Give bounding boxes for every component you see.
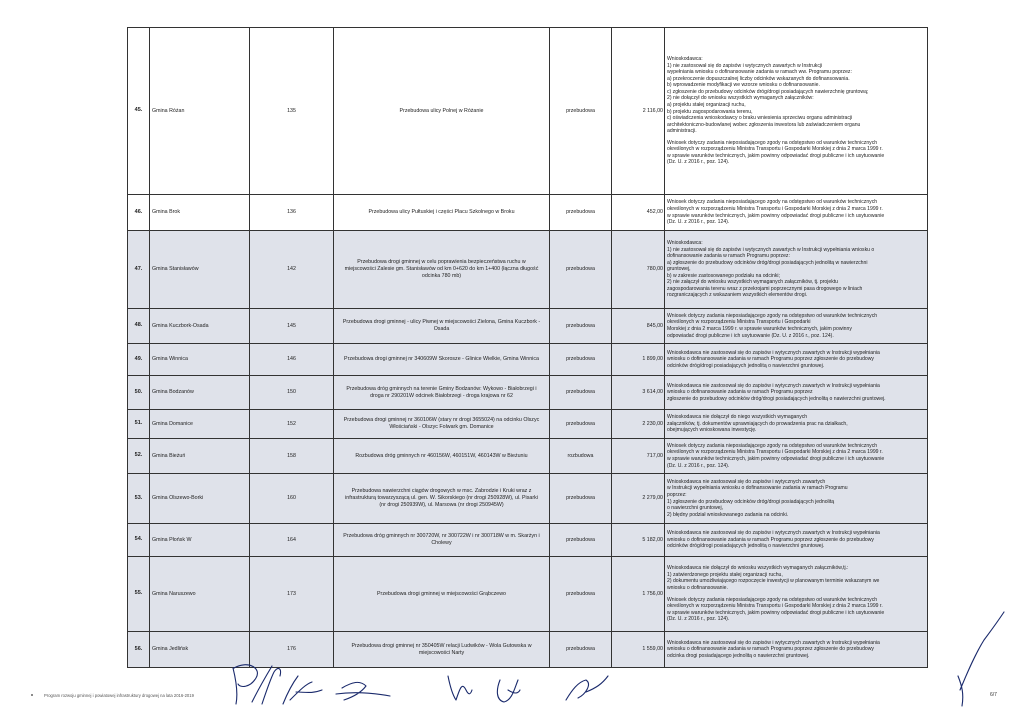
remarks-line: Wnioskodawca:	[667, 240, 703, 247]
remarks-line: o nawierzchni gruntowej,	[667, 505, 724, 512]
remarks-line: Wnioskodawca nie zastosował się do zapisów i wytycznych zawartych	[667, 478, 826, 485]
application-number-cell: 176	[250, 632, 334, 668]
remarks-line: poprzez:	[667, 491, 687, 498]
task-name-cell: Przebudowa dróg gminnych na terenie Gminy Bodzanów: Wykowo - Białobrzegi i droga nr 290201W odcinek Białobrzegi - droga krajowa nr 62	[334, 376, 550, 410]
remarks-line: Wniosek dotyczy zadania nieposiadającego zgody na odstępstwo od warunków technicznych	[667, 596, 878, 603]
municipality-cell: Gmina Stanisławów	[150, 231, 250, 309]
table-row	[128, 344, 928, 376]
task-type-cell: przebudowa	[550, 524, 612, 557]
remarks-line: a) zgłoszenie do przebudowy odcinków dróg/drogi posiadających jednolitą w nawierzchni	[667, 259, 868, 266]
application-number-cell: 158	[250, 439, 334, 474]
remarks-line: 1) zgłoszenie do przebudowy odcinków dróg/drogi posiadających jednolitą	[667, 498, 835, 505]
signature-3	[336, 682, 390, 700]
remarks-line: w Instrukcji wypełniania wniosku o dofinansowanie zadania w ramach Programu	[667, 485, 848, 492]
amount-cell: 717,00	[612, 439, 665, 474]
table-row	[128, 195, 928, 231]
signature-4	[448, 676, 472, 700]
application-number-cell: 136	[250, 195, 334, 231]
row-number: 55.	[128, 557, 150, 632]
remarks-line: 2) dokumentu umożliwiającego rozpoczęcie inwestycji w planowanym terminie wskazanym we	[667, 578, 880, 585]
application-number-cell: 164	[250, 524, 334, 557]
remarks-block	[667, 313, 925, 339]
row-number: 50.	[128, 376, 150, 410]
remarks-cell	[665, 632, 928, 668]
task-type-cell: przebudowa	[550, 28, 612, 195]
task-name-cell: Przebudowa drogi gminnej nr 350405W relacji Ludwików - Wola Gutowska w miejscowości Narty	[334, 632, 550, 668]
remarks-line: określonych w rozporządzeniu Ministra Transportu i Gospodarki	[667, 319, 811, 326]
task-name-cell: Przebudowa ulicy Polnej w Różanie	[334, 28, 550, 195]
remarks-block	[667, 597, 925, 623]
remarks-line: w sprawie warunków technicznych, jakim powinny odpowiadać drogi publiczne i ich usytuowanie	[667, 212, 885, 219]
remarks-line: (Dz. U. z 2016 r., poz. 124).	[667, 616, 730, 623]
remarks-cell	[665, 439, 928, 474]
row-number: 54.	[128, 524, 150, 557]
remarks-line: określonych w rozporządzeniu Ministra Transportu i Gospodarki Morskiej z dnia 2 marca 1999 r.	[667, 603, 883, 610]
remarks-cell	[665, 195, 928, 231]
remarks-cell	[665, 231, 928, 309]
municipality-cell: Gmina Bieżuń	[150, 439, 250, 474]
remarks-cell	[665, 344, 928, 376]
task-type-cell: przebudowa	[550, 231, 612, 309]
remarks-line: zagospodarowania terenu wraz z przekrojami poprzecznymi pasa drogowego w liniach	[667, 285, 863, 292]
remarks-line: odpowiadać drogi publiczne i ich usytuowanie (Dz. U. z 2016 r., poz. 124).	[667, 332, 834, 339]
task-type-cell: przebudowa	[550, 376, 612, 410]
amount-cell: 2 116,00	[612, 28, 665, 195]
application-number-cell: 145	[250, 309, 334, 344]
municipality-cell: Gmina Winnica	[150, 344, 250, 376]
task-type-cell: przebudowa	[550, 410, 612, 439]
table-body	[128, 28, 928, 668]
remarks-block	[667, 383, 925, 403]
remarks-block	[667, 530, 925, 550]
task-name-cell: Przebudowa drogi gminnej w miejscowości Grąbczewo	[334, 557, 550, 632]
remarks-line: odcinków dróg/drogi posiadających jednolitą o nawierzchni gruntowej.	[667, 543, 825, 550]
task-name-cell: Przebudowa ulicy Pułtuskiej i części Placu Szkolnego w Broku	[334, 195, 550, 231]
municipality-cell: Gmina Bodzanów	[150, 376, 250, 410]
amount-cell: 1 899,00	[612, 344, 665, 376]
remarks-line: w sprawie warunków technicznych, jakim powinny odpowiadać drogi publiczne i ich usytuowanie	[667, 456, 885, 462]
remarks-line: a) projektu stałej organizacji ruchu,	[667, 101, 746, 108]
remarks-cell	[665, 474, 928, 524]
amount-cell: 5 182,00	[612, 524, 665, 557]
row-number: 52.	[128, 439, 150, 474]
row-number: 45.	[128, 28, 150, 195]
remarks-line: administracji.	[667, 128, 697, 135]
remarks-line: Wnioskodawca nie zastosował się do zapisów i wytycznych zawartych w Instrukcji wypełniania	[667, 382, 880, 389]
row-number: 48.	[128, 309, 150, 344]
task-type-cell: przebudowa	[550, 309, 612, 344]
municipality-cell: Gmina Olszewo-Borki	[150, 474, 250, 524]
remarks-block	[667, 640, 925, 660]
page-number: 6/7	[990, 692, 997, 698]
remarks-line: Wnioskodawca nie zastosował się do zapisów i wytycznych zawartych w Instrukcji wypełniania	[667, 349, 880, 356]
row-number: 47.	[128, 231, 150, 309]
remarks-line: Wniosek dotyczy zadania nieposiadającego zgody na odstępstwo od warunków technicznych	[667, 139, 878, 146]
remarks-line: (Dz. U. z 2016 r., poz. 124).	[667, 159, 730, 166]
remarks-line: wniosku o dofinansowanie zadania w ramach Programu poprzez zgłoszenie do przebudowy	[667, 536, 874, 543]
remarks-block	[667, 350, 925, 370]
remarks-line: c) oświadczenia wnioskodawcy o braku wniesienia sprzeciwu organu administracji	[667, 115, 853, 122]
remarks-line: w sprawie warunków technicznych, jakim powinny odpowiadać drogi publiczne i ich usytuowanie	[667, 609, 885, 616]
municipality-cell: Gmina Domanice	[150, 410, 250, 439]
remarks-block	[667, 414, 925, 434]
table-row	[128, 309, 928, 344]
signature-2	[283, 676, 322, 704]
remarks-block	[667, 56, 925, 134]
remarks-line: gruntowej,	[667, 266, 691, 273]
task-type-cell: przebudowa	[550, 344, 612, 376]
table-row	[128, 376, 928, 410]
remarks-line: Wnioskodawca nie zastosował się do zapisów i wytycznych zawartych w Instrukcji wypełniania	[667, 639, 880, 646]
amount-cell: 1 756,00	[612, 557, 665, 632]
remarks-line: załączników, tj. dokumentów uprawniających do prowadzenia prac na działkach,	[667, 420, 848, 427]
row-number: 46.	[128, 195, 150, 231]
table-row	[128, 524, 928, 557]
remarks-line: 2) błędny podział wnioskowanego zadania na odcinki.	[667, 511, 789, 518]
task-name-cell: Przebudowa dróg gminnych nr 300720W, nr 300722W i nr 300718W w m. Skarżyn i Cholewy	[334, 524, 550, 557]
remarks-line: wypełniania wniosku o dofinansowanie zadania w ramach ww. Programu poprzez:	[667, 69, 852, 76]
remarks-cell	[665, 557, 928, 632]
remarks-line: b) projektu zagospodarowania terenu,	[667, 108, 753, 115]
municipality-cell: Gmina Jedlińsk	[150, 632, 250, 668]
remarks-line: wniosku o dofinansowanie zadania w ramach Programu poprzez	[667, 389, 813, 396]
remarks-line: Wniosek dotyczy zadania nieposiadającego zgody na odstępstwo od warunków technicznych	[667, 199, 878, 206]
row-number: 56.	[128, 632, 150, 668]
remarks-line: odcinków dróg/drogi posiadających jednolitą o nawierzchni gruntowej.	[667, 362, 825, 369]
task-type-cell: rozbudowa	[550, 439, 612, 474]
amount-cell: 452,00	[612, 195, 665, 231]
application-number-cell: 135	[250, 28, 334, 195]
application-number-cell: 142	[250, 231, 334, 309]
remarks-line: określonych w rozporządzeniu Ministra Transportu i Gospodarki Morskiej z dnia 2 marca 1999 r.	[667, 205, 883, 212]
remarks-line: Morskiej z dnia 2 marca 1999 r. w sprawie warunków technicznych, jakim powinny	[667, 326, 852, 332]
application-number-cell: 150	[250, 376, 334, 410]
task-type-cell: przebudowa	[550, 474, 612, 524]
remarks-cell	[665, 376, 928, 410]
application-number-cell: 146	[250, 344, 334, 376]
remarks-block	[667, 479, 925, 518]
municipality-cell: Gmina Brok	[150, 195, 250, 231]
task-name-cell: Rozbudowa dróg gminnych nr 460156W, 460151W, 460143W w Bieżuniu	[334, 439, 550, 474]
application-number-cell: 173	[250, 557, 334, 632]
remarks-line: wniosku o dofinansowanie zadania w ramach Programu poprzez zgłoszenie do przebudowy	[667, 356, 874, 363]
remarks-line: Wnioskodawca nie zastosował się do zapisów i wytycznych zawartych w Instrukcji wypełniania	[667, 530, 880, 537]
remarks-line: 2) nie załączył do wniosku wszystkich wymaganych załączników, tj. projektu	[667, 279, 838, 286]
remarks-block	[667, 199, 925, 225]
signature-6	[566, 676, 608, 700]
remarks-line: obejmujących wnioskowana inwestycję.	[667, 427, 757, 434]
remarks-line: (Dz. U. z 2016 r., poz. 124).	[667, 462, 730, 469]
row-number: 51.	[128, 410, 150, 439]
task-name-cell: Przebudowa drogi gminnej nr 340609W Skorosze - Glinice Wielkie, Gmina Winnica	[334, 344, 550, 376]
remarks-line: rozgraniczających z wskazaniem wszystkich elementów drogi.	[667, 292, 808, 299]
task-type-cell: przebudowa	[550, 557, 612, 632]
table-row	[128, 557, 928, 632]
remarks-line: wniosku o dofinansowanie zadania w ramach Programu poprzez zgłoszenie do przebudowy	[667, 646, 874, 653]
remarks-line: Wnioskodawca:	[667, 56, 703, 63]
footer-program-title: Program rozwoju gminnej i powiatowej infrastruktury drogowej na lata 2016-2019	[44, 693, 194, 698]
remarks-line: odcinka drogi posiadającego jednolitą o nawierzchni gruntowej.	[667, 652, 810, 659]
table-row	[128, 231, 928, 309]
task-name-cell: Przebudowa drogi gminnej nr 360106W (stary nr drogi 3655024) na odcinku Olszyc Włościański - Olszyc Folwark gm. Domanice	[334, 410, 550, 439]
amount-cell: 2 230,00	[612, 410, 665, 439]
task-name-cell: Przebudowa drogi gminnej - ulicy Piwnej w miejscowości Zielona, Gmina Kuczbork - Osada	[334, 309, 550, 344]
remarks-cell	[665, 524, 928, 557]
remarks-line: 1) nie zastosował się do zapisów i wytycznych zawartych w Instrukcji	[667, 62, 823, 69]
remarks-line: b) w zakresie zastosowanego podziału na odcinki;	[667, 272, 780, 279]
signature-5	[497, 680, 520, 702]
task-name-cell: Przebudowa nawierzchni ciągów drogowych w msc. Zabrodzie i Kruki wraz z infrastrukturą towarzyszącą ul. gen. W. Sikorskiego (nr drogi 250928W), ul. Pisarki (nr drogi 250939W), ul. Marsowa (nr drogi 250945W)	[334, 474, 550, 524]
remarks-line: Wnioskodawca nie dołączył do niego wszystkich wymaganych	[667, 414, 808, 421]
amount-cell: 780,00	[612, 231, 665, 309]
amount-cell: 3 614,00	[612, 376, 665, 410]
remarks-line: 1) zatwierdzonego projektu stałej organizacji ruchu,	[667, 571, 783, 578]
table-row	[128, 28, 928, 195]
remarks-block	[667, 565, 925, 591]
remarks-line: wniosku o dofinansowanie.	[667, 584, 728, 591]
remarks-line: architektoniczno-budowlanej wobec zgłoszenia inwestora lub zaświadczeniem organu	[667, 121, 861, 128]
task-name-cell: Przebudowa drogi gminnej w celu poprawienia bezpieczeństwa ruchu w miejscowości Zalesie gm. Stanisławów od km 0+620 do km 1+400 (łączna długość odcinka 780 mb)	[334, 231, 550, 309]
remarks-line: określonych w rozporządzeniu Ministra Transportu i Gospodarki Morskiej z dnia 2 marca 1999 r.	[667, 449, 883, 456]
remarks-line: a) przekroczenie dopuszczalnej liczby odcinków wskazanych do dofinansowania.	[667, 75, 850, 82]
row-number: 49.	[128, 344, 150, 376]
remarks-block	[667, 140, 925, 166]
remarks-line: Wniosek dotyczy zadania nieposiadającego zgody na odstępstwo od warunków technicznych	[667, 442, 878, 449]
remarks-cell	[665, 309, 928, 344]
remarks-block	[667, 240, 925, 299]
task-type-cell: przebudowa	[550, 195, 612, 231]
amount-cell: 2 279,00	[612, 474, 665, 524]
task-type-cell: przebudowa	[550, 632, 612, 668]
application-number-cell: 160	[250, 474, 334, 524]
remarks-line: dofinansowanie zadania w ramach Programu poprzez:	[667, 253, 790, 260]
table-row	[128, 410, 928, 439]
signature-7	[958, 612, 1004, 706]
remarks-line: Wnioskodawca nie dołączył do wniosku wszystkich wymaganych załączników,tj.:	[667, 565, 849, 572]
row-number: 53.	[128, 474, 150, 524]
remarks-line: b) wprowadzenie modyfikacji we wzorze wniosku o dofinansowanie.	[667, 82, 820, 89]
footer-bullet	[31, 694, 33, 696]
rejected-applications-table	[127, 27, 928, 668]
remarks-cell	[665, 410, 928, 439]
municipality-cell: Gmina Różan	[150, 28, 250, 195]
remarks-line: 2) nie dołączył do wniosku wszystkich wymaganych załączników:	[667, 95, 814, 102]
signature-1	[233, 665, 281, 704]
remarks-line: c) zgłoszenie do przebudowy odcinków dróg/drogi posiadających nawierzchnię gruntową;	[667, 88, 869, 95]
remarks-block	[667, 443, 925, 469]
amount-cell: 845,00	[612, 309, 665, 344]
municipality-cell: Gmina Naruszewo	[150, 557, 250, 632]
remarks-line: (Dz. U. z 2016 r., poz. 124).	[667, 219, 730, 226]
table-row	[128, 632, 928, 668]
remarks-line: zgłoszenie do przebudowy odcinków dróg/drogi posiadających jednolitą o nawierzchni gruntowej.	[667, 395, 886, 402]
remarks-line: Wniosek dotyczy zadania nieposiadającego zgody na odstępstwo od warunków technicznych	[667, 312, 878, 319]
amount-cell: 1 559,00	[612, 632, 665, 668]
municipality-cell: Gmina Płońsk W	[150, 524, 250, 557]
municipality-cell: Gmina Kuczbork-Osada	[150, 309, 250, 344]
remarks-cell	[665, 28, 928, 195]
remarks-line: określonych w rozporządzeniu Ministra Transportu i Gospodarki Morskiej z dnia 2 marca 1999 r.	[667, 146, 883, 153]
application-number-cell: 152	[250, 410, 334, 439]
table-row	[128, 439, 928, 474]
remarks-line: 1) nie zastosował się do zapisów i wytycznych zawartych w Instrukcji wypełniania wniosku o	[667, 246, 875, 253]
table-row	[128, 474, 928, 524]
remarks-line: w sprawie warunków technicznych, jakim powinny odpowiadać drogi publiczne i ich usytuowanie	[667, 152, 885, 159]
